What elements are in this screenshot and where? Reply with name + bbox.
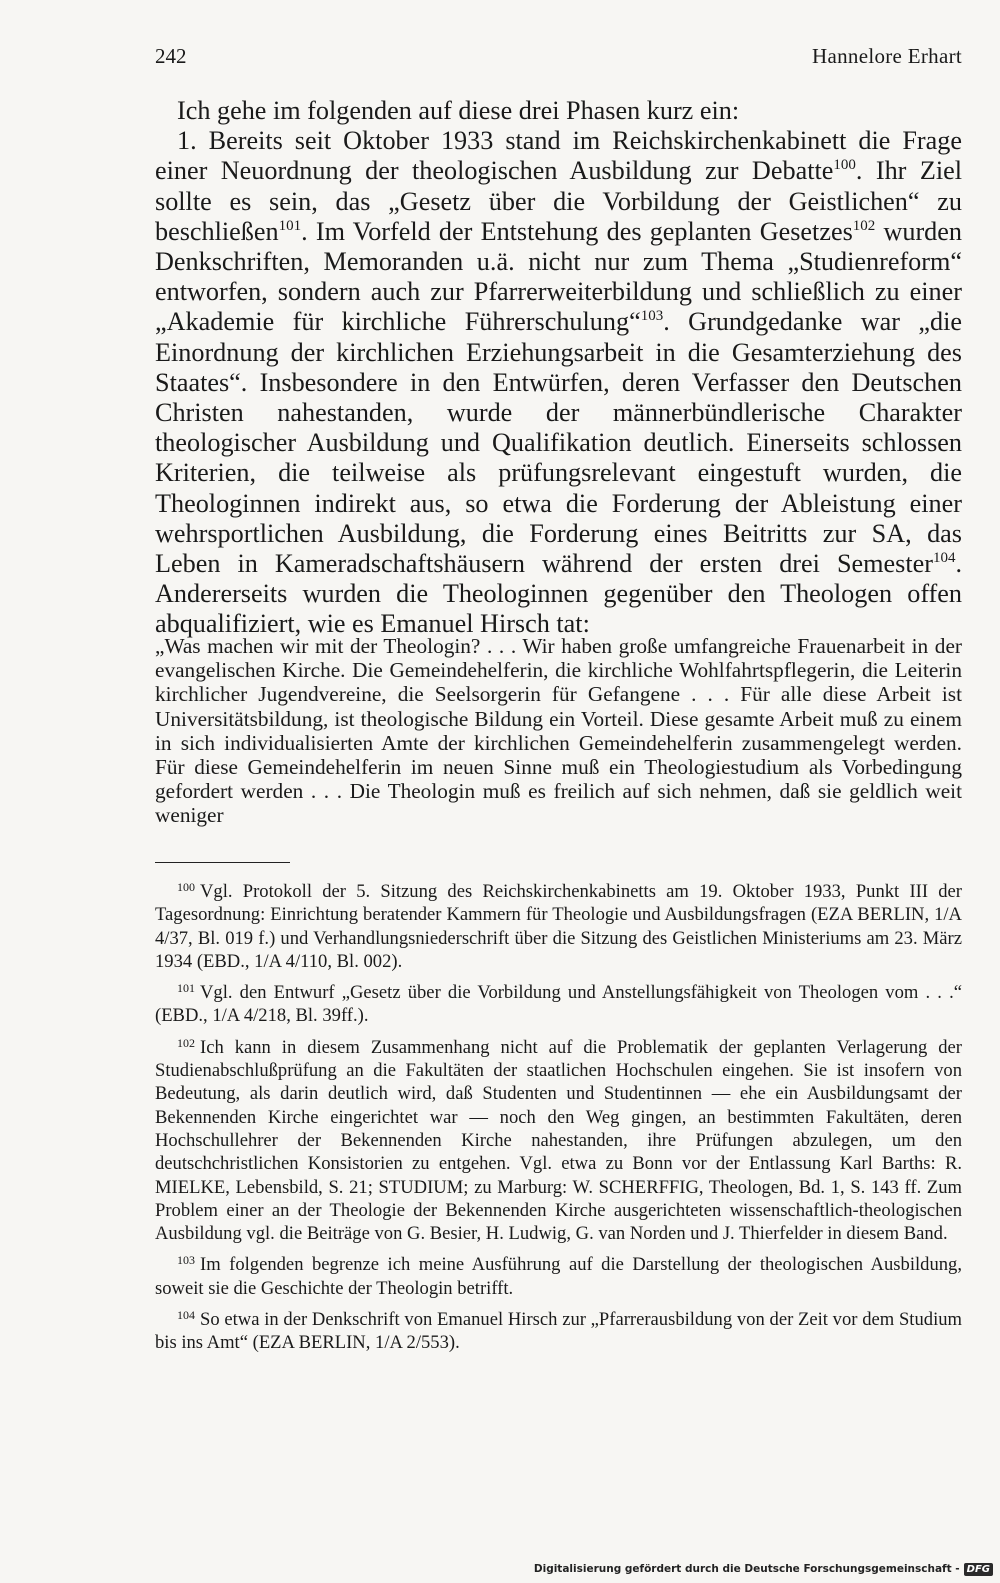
- footnote-ref-100[interactable]: 100: [833, 157, 856, 174]
- text-run: . Andererseits wurden die Theologinnen gegenüber den Theologen offen abqualifiziert, wie es Emanuel Hirsch tat:: [155, 549, 962, 639]
- footnote-number: 103: [177, 1253, 195, 1268]
- footnote-102: [155, 1032, 962, 1246]
- text-run: . Im Vorfeld der Entstehung des geplanten Gesetzes: [301, 216, 853, 246]
- footnote-text: So etwa in der Denkschrift von Emanuel Hirsch zur „Pfarrerausbildung von der Zeit vor dem Studium bis ins Amt“ (EZA BERLIN, 1/A 2/553).: [155, 1309, 962, 1354]
- page-number: 242: [155, 44, 187, 68]
- credit-text: Digitalisierung gefördert durch die Deutsche Forschungsgemeinschaft -: [533, 1563, 960, 1575]
- running-head: Hannelore Erhart: [812, 44, 962, 68]
- text-run: wurden Denkschriften, Memoranden u.ä. nicht nur zum Thema „Studienreform“ entworfen, sondern auch zur Pfarrerweiterbildung und schließlich zu einer „Akademie für kirchliche Führerschulung“: [155, 216, 962, 337]
- footnote-100: [155, 876, 962, 973]
- footnote-number: 101: [177, 981, 195, 996]
- block-quote: [155, 634, 962, 828]
- digitization-credit: [534, 1561, 993, 1577]
- footnote-104: [155, 1304, 962, 1355]
- dfg-logo-icon: DFG: [964, 1563, 993, 1576]
- footnote-101: [155, 977, 962, 1028]
- text-run: . Grundgedanke war „die Einordnung der kirchlichen Erziehungsarbeit in die Gesamterziehung des Staates“. Insbesondere in den Entwürfen, deren Verfasser den Deutschen Christen nahestanden, wurde der männerbündlerische Charakter theologischer Ausbildung und Qualifikation deutlich. Einerseits schlossen Kriterien, die teilweise als prüfungsrelevant eingestuft wurden, die Theologinnen indirekt aus, so etwa die Forderung der Ableistung einer wehrsportlichen Ausbildung, die Forderung eines Beitritts zur SA, das Leben in Kameradschaftshäusern während der ersten drei Semester: [155, 307, 962, 579]
- footnote-number: 104: [177, 1308, 195, 1323]
- main-text: [155, 96, 962, 640]
- footnote-separator: [155, 862, 290, 863]
- footnote-103: [155, 1249, 962, 1300]
- footnote-text: Im folgenden begrenze ich meine Ausführung auf die Darstellung der theologischen Ausbildung, soweit sie die Geschichte der Theologin betrifft.: [155, 1254, 962, 1299]
- quote-text: „Was machen wir mit der Theologin? . . . Wir haben große umfangreiche Frauenarbeit in der evangelischen Kirche. Die Gemeindehelferin, die kirchliche Wohlfahrtspflegerin, die Leiterin kirchlicher Jugendvereine, die Seelsorgerin für Gefangene . . . Für alle diese Arbeit ist Universitätsbildung, ist theologische Bildung ein Vorteil. Diese gesamte Arbeit muß zu einem in sich individualisierten Amte der kirchlichen Gemeindehelferin zusammengelegt werden. Für diese Gemeindehelferin im neuen Sinne muß ein Theologiestudium als Vorbedingung gefordert werden . . . Die Theologin muß es freilich auf sich nehmen, daß sie geldlich weit weniger: [155, 634, 962, 828]
- footnote-ref-103[interactable]: 103: [640, 308, 664, 325]
- paragraph-1: [155, 126, 962, 639]
- footnote-text: Vgl. Protokoll der 5. Sitzung des Reichskirchenkabinetts am 19. Oktober 1933, Punkt III der Tagesordnung: Einrichtung beratender Kammern für Theologie und Ausbildungsfragen (EZA BERLIN, 1/A 4/37, Bl. 019 f.) und Verhandlungsniederschrift über die Sitzung des Geistlichen Ministeriums am 23. März 1934 (EBD., 1/A 4/110, Bl. 002).: [155, 881, 962, 972]
- footnote-text: Vgl. den Entwurf „Gesetz über die Vorbildung und Anstellungsfähigkeit von Theologen vom . . .“ (EBD., 1/A 4/218, Bl. 39ff.).: [155, 982, 962, 1027]
- footnote-number: 102: [177, 1035, 195, 1050]
- intro-paragraph: Ich gehe im folgenden auf diese drei Phasen kurz ein:: [177, 96, 740, 125]
- footnote-text: Ich kann in diesem Zusammenhang nicht auf die Problematik der geplanten Verlagerung der Studienabschlußprüfung an die Fakultäten der staatlichen Hochschulen eingehen. Sie ist insofern von Bedeutung, als darin deutlich wird, daß Studenten und Studentinnen — ehe ein Ausbildungsamt der Bekennenden Kirche eingerichtet war — noch den Weg gingen, an bestimmten Fakultäten, deren Hochschullehrer der Bekennenden Kirche nahestanden, ihre Prüfungen abzulegen, um den deutschchristlichen Konsistorien zu entgehen. Vgl. etwa zu Bonn vor der Entlassung Karl Barths: R. MIELKE, Lebensbild, S. 21; STUDIUM; zu Marburg: W. SCHERFFIG, Theologen, Bd. 1, S. 143 ff. Zum Problem einer an der Theologie der Bekennenden Kirche ausgerichteten wissenschaftlich-theologischen Ausbildung vgl. die Beiträge von G. Besier, H. Ludwig, G. van Norden und J. Thierfelder in diesem Band.: [155, 1036, 962, 1245]
- footnote-ref-102[interactable]: 102: [852, 217, 876, 234]
- footnote-number: 100: [177, 880, 195, 894]
- footnote-ref-101[interactable]: 101: [278, 217, 302, 234]
- text-run: . Ihr Ziel sollte es sein, das „Gesetz über die Vorbildung der Geistlichen“ zu beschließen: [155, 156, 962, 246]
- footnote-ref-104[interactable]: 104: [932, 550, 956, 567]
- footnotes: [155, 876, 962, 1359]
- text-run: 1. Bereits seit Oktober 1933 stand im Reichskirchenkabinett die Frage einer Neuordnung der theologischen Ausbildung zur Debatte: [155, 126, 962, 186]
- page-header: [155, 44, 962, 78]
